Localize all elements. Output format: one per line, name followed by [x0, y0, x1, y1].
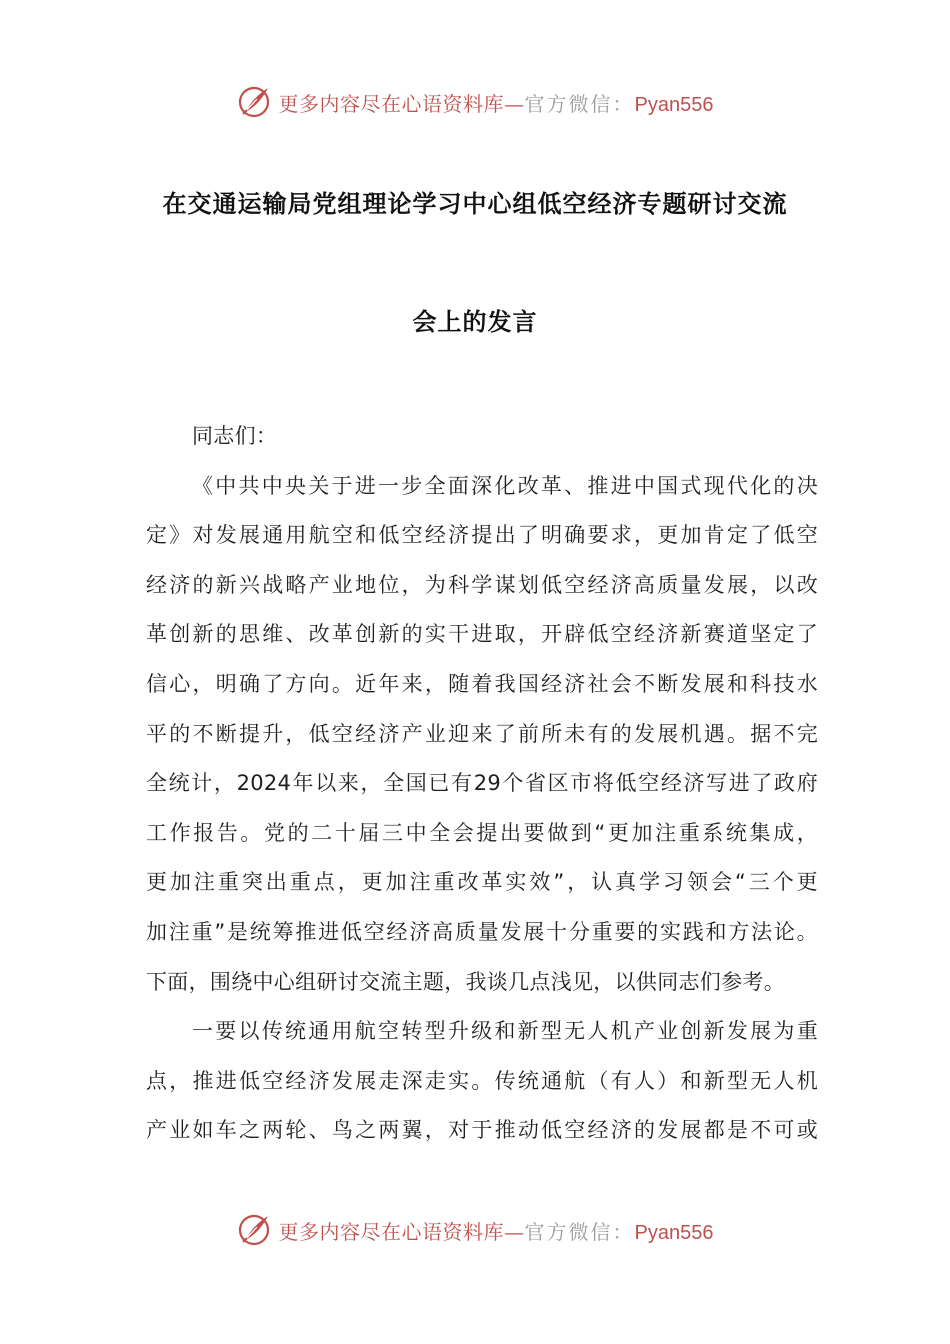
body-line: 工作报告。党的二十届三中全会提出要做到“更加注重系统集成， — [146, 820, 818, 845]
body-line: 加注重”是统筹推进低空经济高质量发展十分重要的实践和方法论。 — [146, 919, 818, 944]
banner-wechat-id: Pyan556 — [634, 1221, 714, 1244]
body-line: 经济的新兴战略产业地位，为科学谋划低空经济高质量发展，以改 — [146, 572, 818, 597]
document-title-line-2: 会上的发言 — [412, 308, 538, 336]
banner-main-text: 更多内容尽在心语资料库 — [278, 1219, 505, 1244]
body-line: 下面，围绕中心组研讨交流主题，我谈几点浅见，以供同志们参考。 — [146, 969, 785, 994]
banner-wechat-id: Pyan556 — [634, 93, 714, 116]
body-line: 点，推进低空经济发展走深走实。传统通航（有人）和新型无人机 — [146, 1068, 818, 1093]
footer-banner — [0, 1210, 950, 1250]
document-title-line-1: 在交通运输局党组理论学习中心组低空经济专题研讨交流 — [162, 190, 788, 218]
banner-text — [279, 88, 714, 117]
banner-official-label: 官方微信： — [524, 1219, 635, 1244]
quill-pen-logo-icon — [237, 1212, 273, 1248]
body-line: 定》对发展通用航空和低空经济提出了明确要求，更加肯定了低空 — [146, 523, 818, 548]
header-banner — [0, 82, 950, 122]
banner-text — [279, 1216, 714, 1245]
banner-dash: — — [504, 91, 525, 116]
body-line: 《中共中央关于进一步全面深化改革、推进中国式现代化的决 — [192, 473, 818, 498]
body-line: 更加注重突出重点，更加注重改革实效”，认真学习领会“三个更 — [146, 870, 818, 895]
body-line: 产业如车之两轮、鸟之两翼，对于推动低空经济的发展都是不可或 — [146, 1118, 818, 1143]
body-line: 信心，明确了方向。近年来，随着我国经济社会不断发展和科技水 — [146, 671, 818, 696]
banner-main-text: 更多内容尽在心语资料库 — [278, 91, 505, 116]
body-line: 革创新的思维、改革创新的实干进取，开辟低空经济新赛道坚定了 — [146, 622, 818, 647]
body-line: 一要以传统通用航空转型升级和新型无人机产业创新发展为重 — [192, 1019, 818, 1044]
quill-pen-logo-icon — [237, 84, 273, 120]
salutation: 同志们： — [192, 424, 278, 448]
banner-dash: — — [504, 1219, 525, 1244]
document-body — [146, 418, 818, 1162]
banner-official-label: 官方微信： — [524, 91, 635, 116]
body-line: 平的不断提升，低空经济产业迎来了前所未有的发展机遇。据不完 — [146, 721, 818, 746]
body-line: 全统计，2024年以来，全国已有29个省区市将低空经济写进了政府 — [146, 771, 818, 796]
